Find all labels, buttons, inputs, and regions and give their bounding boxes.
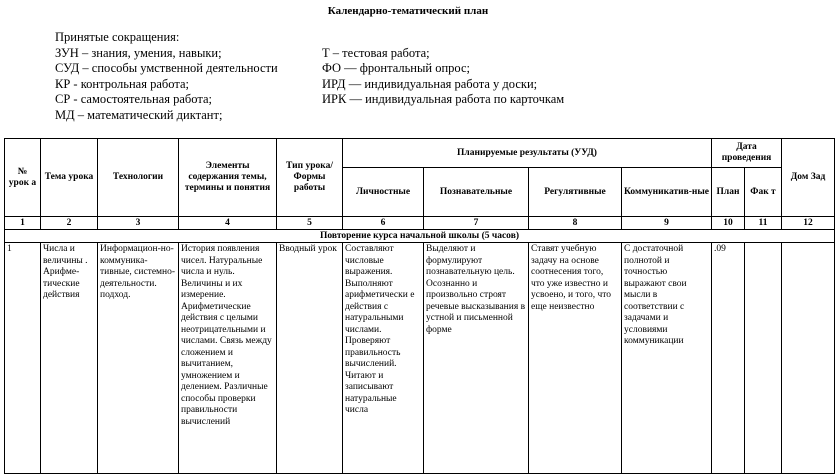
cell-lesson-type: Вводный урок [277,243,343,474]
column-number: 3 [98,217,179,230]
column-number: 11 [745,217,782,230]
header-technologies: Технологии [98,139,179,217]
header-num: № урок а [5,139,41,217]
abbreviation-item: КР - контрольная работа; [55,76,189,91]
header-communicative: Коммуникатив-ные [622,168,712,217]
header-regulatory: Регулятивные [529,168,622,217]
column-number: 12 [782,217,835,230]
abbreviations-left [55,30,278,123]
cell-regulatory: Ставят учебную задачу на основе соотнесения того, что уже известно и усвоено, и того, что еще неизвестно [529,243,622,474]
column-number: 1 [5,217,41,230]
header-topic: Тема урока [41,139,98,217]
header-plan: План [712,168,745,217]
section-title: Повторение курса начальной школы (5 часов) [5,230,835,243]
column-number: 2 [41,217,98,230]
header-homework: Дом Зад [782,139,835,217]
cell-cognitive: Выделяют и формулируют познавательную цель. Осознанно и произвольно строят речевые высказывания в устной и письменной форме [424,243,529,474]
abbreviation-item: ИРД — индивидуальная работа у доски; [322,76,538,91]
section-row [5,230,835,243]
cell-elements: История появления чисел. Натуральные числа и нуль. Величины и их измерение. Арифметические действия с целыми неотрицательными и числами. Связь между сложением и вычитанием, умножением и делением. Различные способы проверки правильности вычислений [179,243,277,474]
cell-fact-date [745,243,782,474]
abbreviation-item: ИРК — индивидуальная работа по карточкам [322,92,565,106]
abbreviations-right [322,46,564,108]
page-title: Календарно-тематический план [327,5,489,17]
cell-num: 1 [5,243,41,474]
column-number: 8 [529,217,622,230]
header-elements: Элементы содержания темы, термины и понятия [179,139,277,217]
header-date: Дата проведения [712,139,782,168]
header-lesson-type: Тип урока/ Формы работы [277,139,343,217]
abbreviation-item: ЗУН – знания, умения, навыки; [55,45,222,60]
table-row [5,243,835,474]
header-cognitive: Познавательные [424,168,529,217]
header-planned-results: Планируемые результаты (УУД) [343,139,712,168]
cell-personal: Составляют числовые выражения. Выполняют арифметически е действия с натуральными числами. Проверяют правильность вычислений. Читают и записывают натуральные числа [343,243,424,474]
cell-topic: Числа и величины . Арифме-тические действия [41,243,98,474]
abbreviation-item: Т – тестовая работа; [322,45,430,60]
cell-homework [782,243,835,474]
cell-plan-date: .09 [712,243,745,474]
column-number: 10 [712,217,745,230]
thematic-plan-table [4,138,835,474]
abbreviation-item: СР - самостоятельная работа; [55,92,212,106]
abbreviation-item: МД – математический диктант; [55,107,223,122]
column-number: 6 [343,217,424,230]
cell-communicative: С достаточной полнотой и точностью выражают свои мысли в соответствии с задачами и условиями коммуникации [622,243,712,474]
abbreviations-heading: Принятые сокращения: [55,30,180,44]
column-number: 4 [179,217,277,230]
abbreviation-item: ФО — фронтальный опрос; [322,61,470,75]
column-number: 9 [622,217,712,230]
header-personal: Личностные [343,168,424,217]
header-fact: Фак т [745,168,782,217]
column-number-row [5,217,835,230]
column-number: 5 [277,217,343,230]
cell-technologies: Информацион-но-коммуника-тивные, системно-деятельности. подход. [98,243,179,474]
column-number: 7 [424,217,529,230]
abbreviation-item: СУД – способы умственной деятельности [55,61,278,75]
